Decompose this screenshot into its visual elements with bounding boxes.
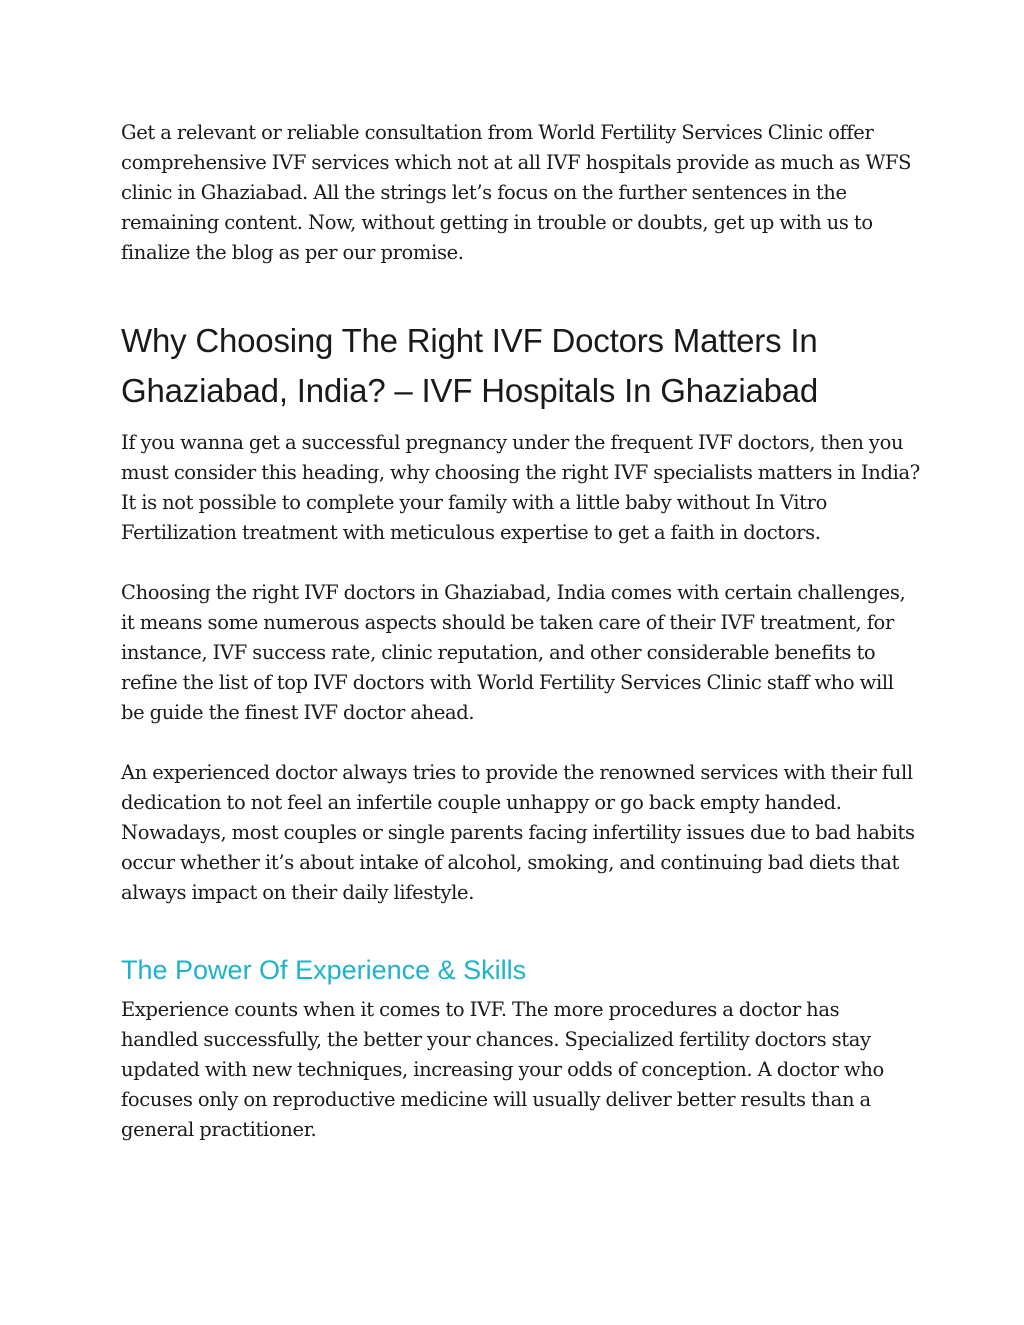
section-heading-power-of-experience: The Power Of Experience & Skills: [121, 955, 527, 985]
intro-paragraph: Get a relevant or reliable consultation from World Fertility Services Clinic offer comprehensive IVF services which not at all IVF hospitals provide as much as WFS clinic in Ghaziabad. All the strings let’s focus on the further sentences in the remaining content. Now, without getting in trouble or doubts, get up with us to finalize the blog as per our promise.: [121, 121, 912, 264]
power-paragraph: Experience counts when it comes to IVF. The more procedures a doctor has handled successfully, the better your chances. Specialized fertility doctors stay updated with new techniques, increasing your odds of conception. A doctor who focuses only on reproductive medicine will usually deliver better results than a general practitioner.: [121, 998, 884, 1141]
article-body: [121, 118, 921, 1145]
section-heading-why-choosing: Why Choosing The Right IVF Doctors Matters In Ghaziabad, India? – IVF Hospitals In Ghaziabad: [121, 322, 819, 409]
why-paragraph-3: An experienced doctor always tries to provide the renowned services with their full dedication to not feel an infertile couple unhappy or go back empty handed. Nowadays, most couples or single parents facing infertility issues due to bad habits occur whether it’s about intake of alcohol, smoking, and continuing bad diets that always impact on their daily lifestyle.: [121, 761, 915, 904]
why-paragraph-1: If you wanna get a successful pregnancy under the frequent IVF doctors, then you must consider this heading, why choosing the right IVF specialists matters in India? It is not possible to complete your family with a little baby without In Vitro Fertilization treatment with meticulous expertise to get a faith in doctors.: [121, 431, 920, 544]
why-paragraph-2: Choosing the right IVF doctors in Ghaziabad, India comes with certain challenges, it means some numerous aspects should be taken care of their IVF treatment, for instance, IVF success rate, clinic reputation, and other considerable benefits to refine the list of top IVF doctors with World Fertility Services Clinic staff who will be guide the finest IVF doctor ahead.: [121, 581, 906, 724]
